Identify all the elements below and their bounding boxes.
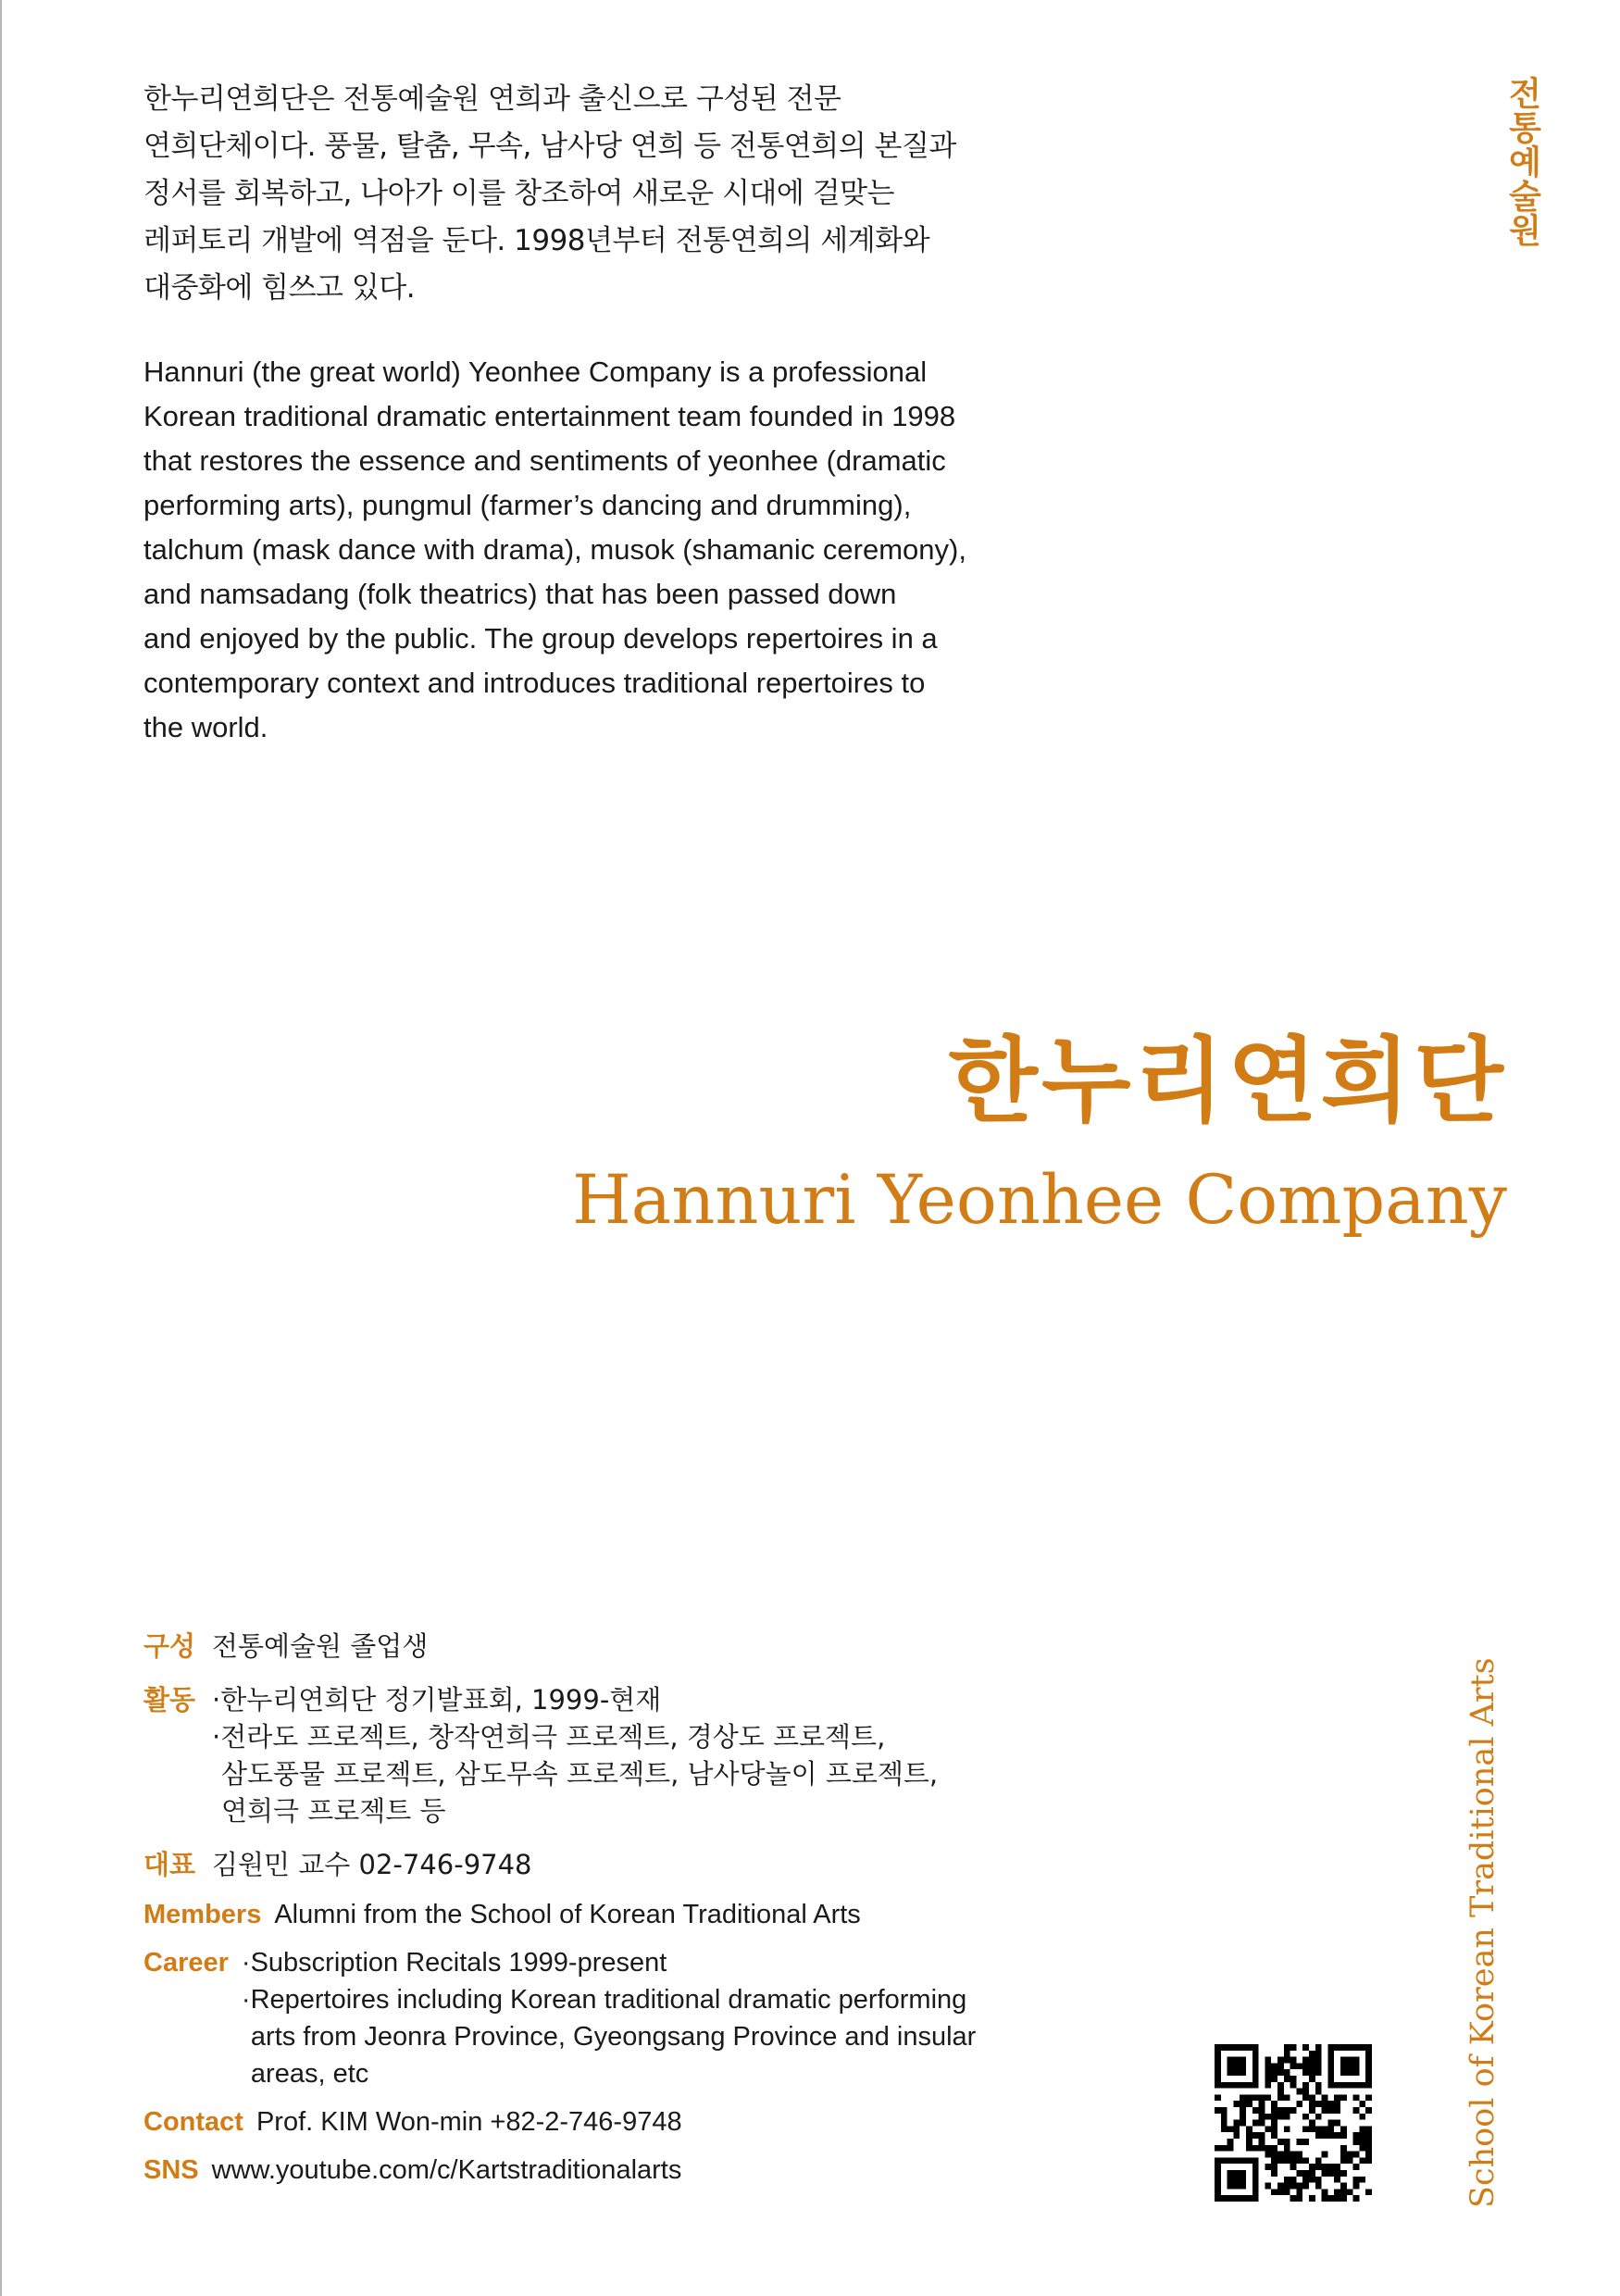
info-members-en (143, 1896, 1069, 1933)
contact-en-value: Prof. KIM Won-min +82-2-746-9748 (255, 2107, 682, 2137)
info-sns-en (143, 2152, 1069, 2189)
intro-en-line: and namsadang (folk theatrics) that has been passed down (143, 578, 897, 610)
intro-english (143, 350, 1069, 750)
intro-en-line: that restores the essence and sentiments of yeonhee (dramatic (143, 444, 946, 477)
intro-ko-line: 정서를 회복하고, 나아가 이를 창조하여 새로운 시대에 걸맞는 (143, 177, 894, 210)
intro-ko-line: 연희단체이다. 풍물, 탈춤, 무속, 남사당 연희 등 전통연희의 본질과 (143, 130, 956, 163)
side-label-bottom: School of Korean Traditional Arts (1464, 1657, 1502, 2208)
side-label-top: 전통예술원 (1503, 76, 1541, 247)
intro-en-line: Hannuri (the great world) Yeonhee Company is a professional (143, 356, 928, 388)
intro-korean (143, 76, 1069, 312)
sns-en-link[interactable]: www.youtube.com/c/Kartstraditionalarts (211, 2155, 682, 2185)
info-section (143, 1628, 1069, 2200)
intro-en-line: Korean traditional dramatic entertainment team founded in 1998 (143, 400, 956, 432)
activities-ko-line: ·전라도 프로젝트, 창작연희극 프로젝트, 경상도 프로젝트, (212, 1721, 886, 1753)
intro-ko-line: 대중화에 힘쓰고 있다. (143, 271, 416, 305)
members-en-value: Alumni from the School of Korean Traditional Arts (274, 1900, 861, 1929)
members-ko-value: 전통예술원 졸업생 (212, 1630, 429, 1662)
intro-en-line: contemporary context and introduces traditional repertoires to (143, 667, 926, 699)
rep-ko-label: 대표 (143, 1849, 196, 1880)
members-ko-label: 구성 (143, 1630, 196, 1662)
info-members-ko (143, 1628, 1069, 1665)
page-left-rule (0, 0, 2, 2296)
contact-en-label: Contact (143, 2107, 243, 2137)
title-english: Hannuri Yeonhee Company (572, 1161, 1507, 1240)
career-en-line: areas, etc (250, 2059, 369, 2089)
intro-en-line: and enjoyed by the public. The group develops repertoires in a (143, 622, 938, 655)
title-korean: 한누리연희단 (948, 1027, 1507, 1135)
intro-en-line: talchum (mask dance with drama), musok (shamanic ceremony), (143, 533, 966, 566)
career-en-line: ·Subscription Recitals 1999-present (241, 1948, 667, 1978)
activities-ko-line: 연희극 프로젝트 등 (221, 1795, 446, 1827)
info-activities-ko (143, 1681, 1069, 1829)
intro-en-line: performing arts), pungmul (farmer’s dancing and drumming), (143, 489, 912, 521)
members-en-label: Members (143, 1900, 262, 1929)
intro-ko-line: 레퍼토리 개발에 역점을 둔다. 1998년부터 전통연희의 세계화와 (143, 224, 930, 257)
activities-ko-label: 활동 (143, 1684, 196, 1716)
activities-ko-line: ·한누리연희단 정기발표회, 1999-현재 (212, 1684, 662, 1716)
rep-ko-value: 김원민 교수 02-746-9748 (212, 1849, 532, 1880)
intro-en-line: the world. (143, 711, 268, 743)
info-rep-ko (143, 1846, 1069, 1883)
intro-ko-line: 한누리연희단은 전통예술원 연희과 출신으로 구성된 전문 (143, 82, 841, 116)
career-en-list (242, 1944, 976, 2092)
sns-en-label: SNS (143, 2155, 199, 2185)
career-en-line: ·Repertoires including Korean traditional dramatic performing (241, 1985, 967, 2015)
info-contact-en (143, 2103, 1069, 2140)
info-career-en (143, 1944, 1069, 2092)
activities-ko-list (212, 1681, 938, 1829)
career-en-label: Career (143, 1948, 229, 1978)
activities-ko-line: 삼도풍물 프로젝트, 삼도무속 프로젝트, 남사당놀이 프로젝트, (221, 1758, 939, 1790)
qr-code-icon[interactable] (1215, 2044, 1372, 2202)
career-en-line: arts from Jeonra Province, Gyeongsang Province and insular (250, 2022, 977, 2052)
